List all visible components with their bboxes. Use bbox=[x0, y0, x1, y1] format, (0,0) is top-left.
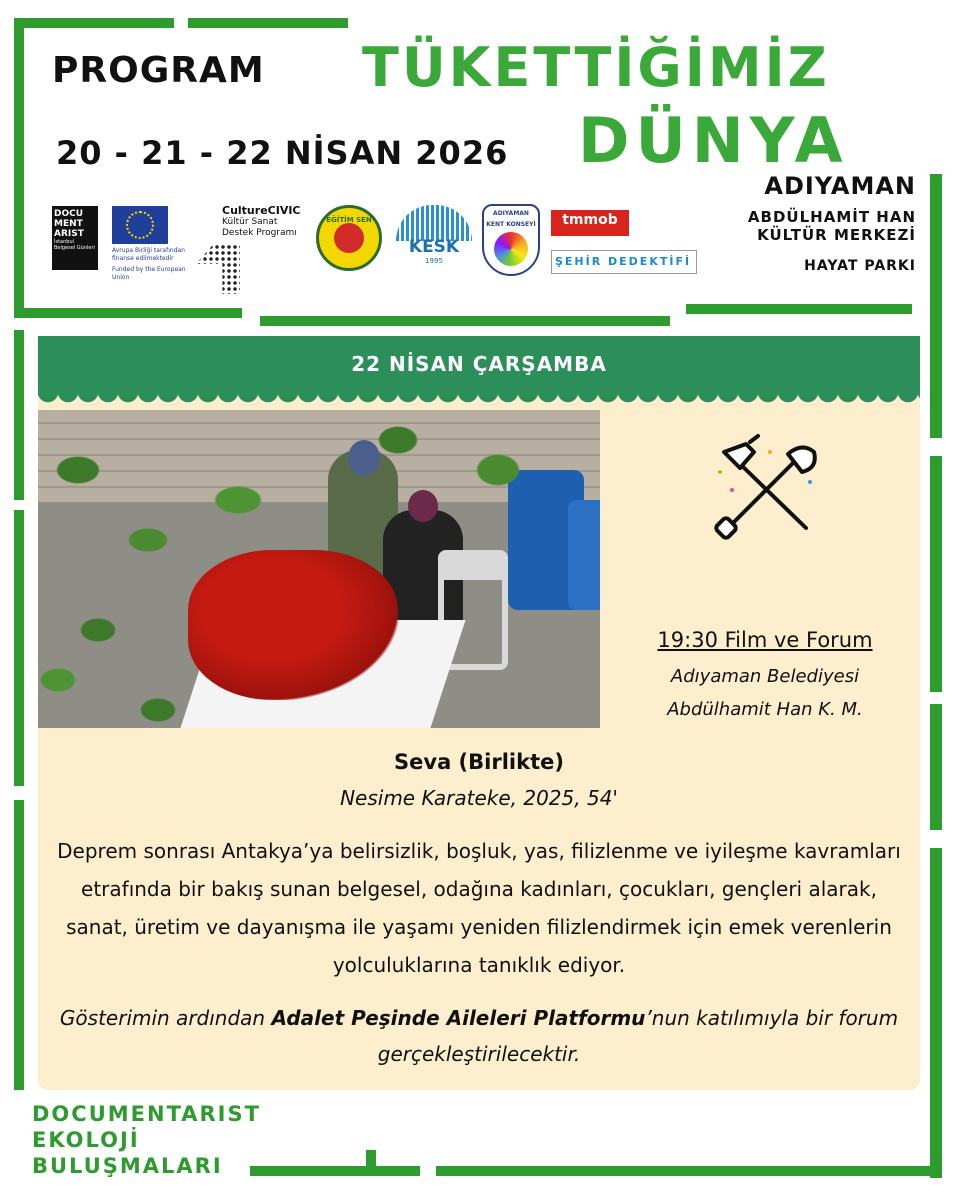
event-panel bbox=[38, 336, 920, 1090]
people-circle-icon bbox=[494, 232, 528, 266]
egitim-sen-logo: EĞİTİM SEN bbox=[316, 205, 382, 271]
film-still-photo bbox=[38, 410, 600, 728]
frame-bar bbox=[14, 510, 24, 786]
documentarist-logo: DOCU MENT ARIST İstanbul Belgesel Günleri bbox=[52, 206, 98, 270]
frame-bar bbox=[436, 1166, 936, 1176]
brand-line1: DOCUMENTARIST bbox=[32, 1102, 261, 1126]
frame-bar bbox=[14, 800, 24, 1090]
film-description: Deprem sonrası Antakya’ya belirsizlik, boşluk, yas, filizlenme ve iyileşme kavramları etrafında bir bakış sunan belgesel, odağına kadınları, çocukları, gençleri alarak, sanat, üretim ve dayanışma ile yaşamı yeniden filizlendirmek için emek verenlerin yolculuklarına tanıklık ediyor. bbox=[57, 839, 901, 977]
venue-name bbox=[748, 208, 916, 244]
forum-note: Gösterimin ardından Adalet Peşinde Aileleri Platformu’nun katılımıyla bir forum gerçekleştirilecektir. bbox=[59, 1006, 899, 1066]
kent-konseyi-logo: ADIYAMAN KENT KONSEYİ bbox=[482, 204, 540, 276]
day-header: 22 NİSAN ÇARŞAMBA bbox=[38, 336, 920, 394]
sun-icon bbox=[334, 223, 364, 253]
frame-bar bbox=[930, 848, 942, 1178]
location-line2: Abdülhamit Han K. M. bbox=[667, 699, 863, 720]
brand-line2: EKOLOJİ bbox=[32, 1128, 140, 1152]
sehir-dedektifi-logo: ŞEHİR DEDEKTİFİ bbox=[551, 250, 697, 274]
eu-flag-logo: Avrupa Birliği tarafından finanse edilmektedir Funded by the European Union bbox=[112, 206, 196, 282]
frame-bar bbox=[930, 456, 942, 692]
frame-bar bbox=[14, 330, 24, 500]
event-time-type: 19:30 Film ve Forum bbox=[657, 628, 873, 652]
culturecivic-logo: CultureCIVIC Kültür Sanat Destek Programı bbox=[196, 204, 314, 298]
dotted-arrow-icon bbox=[196, 244, 240, 294]
frame-bar bbox=[14, 18, 24, 310]
kesk-logo: KESK 1995 bbox=[396, 205, 472, 271]
festival-title-line2: DÜNYA bbox=[578, 104, 849, 177]
film-credit: Nesime Karateke, 2025, 54' bbox=[340, 786, 618, 810]
tmmob-logo: tmmob bbox=[551, 210, 629, 236]
venue-line1: ABDÜLHAMİT HAN bbox=[747, 208, 916, 226]
dome-icon bbox=[396, 205, 472, 241]
frame-bar bbox=[366, 1150, 376, 1176]
city-name: ADIYAMAN bbox=[764, 172, 916, 200]
pickaxe-shovel-icon bbox=[710, 432, 822, 544]
frame-bar bbox=[930, 704, 942, 830]
frame-bar bbox=[14, 308, 242, 318]
frame-bar bbox=[686, 304, 912, 314]
venue-line2: KÜLTÜR MERKEZİ bbox=[757, 226, 916, 244]
brand-line3: BULUŞMALARI bbox=[32, 1154, 223, 1178]
program-label: PROGRAM bbox=[52, 50, 265, 91]
location-line1: Adıyaman Belediyesi bbox=[670, 666, 860, 687]
frame-bar bbox=[260, 316, 670, 326]
festival-title-line1: TÜKETTİĞİMİZ bbox=[362, 36, 830, 99]
eu-flag-icon bbox=[112, 206, 168, 244]
frame-bar bbox=[930, 174, 942, 438]
scalloped-edge bbox=[38, 392, 920, 408]
film-title: Seva (Birlikte) bbox=[394, 750, 564, 774]
platform-name: Adalet Peşinde Aileleri Platformu bbox=[271, 1006, 646, 1030]
frame-bar bbox=[188, 18, 348, 28]
frame-bar bbox=[14, 18, 174, 28]
event-dates: 20 - 21 - 22 NİSAN 2026 bbox=[56, 134, 509, 172]
venue-park: HAYAT PARKI bbox=[804, 258, 916, 274]
frame-bar bbox=[250, 1166, 420, 1176]
